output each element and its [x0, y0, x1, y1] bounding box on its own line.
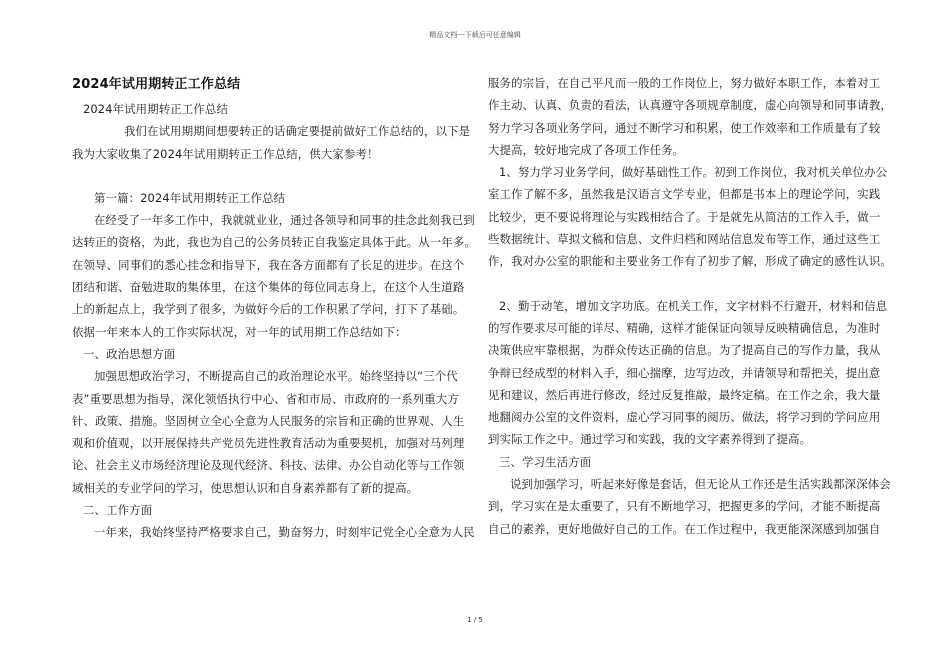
point-two-line: 到实际工作之中。通过学习和实践，我的文字素养得到了提高。 — [488, 432, 812, 447]
paragraph-line: 加强思想政治学习，不断提高自己的政治理论水平。始终坚持以“三个代 — [94, 369, 458, 384]
point-one-line: 作，我对办公室的职能和主要业务工作有了初步了解，形成了确定的感性认识。 — [488, 254, 892, 269]
point-two-line: 见和建议，然后再进行修改，经过反复推敲，最终定稿。在工作之余，我大量 — [488, 387, 881, 402]
point-one-line: 些数据统计、草拟文稿和信息、文件归档和网站信息发布等工作，通过这些工 — [488, 232, 881, 247]
document-subtitle: 2024年试用期转正工作总结 — [83, 102, 228, 116]
point-one-line: 室工作了解不多，虽然我是汉语言文学专业，但都是书本上的理论学问，实践 — [488, 187, 881, 202]
paragraph-line: 大提高，较好地完成了各项工作任务。 — [488, 142, 685, 157]
point-two-line: 决策供应牢靠根据，为群众传达正确的信息。为了提高自己的写作力量，我从 — [488, 343, 881, 358]
document-title: 2024年试用期转正工作总结 — [72, 77, 241, 92]
heading-study: 三、学习生活方面 — [499, 454, 592, 469]
paragraph-line: 针、政策、措施。坚固树立全心全意为人民服务的宗旨和正确的世界观、人生 — [72, 413, 465, 428]
paragraph-line: 依据一年来本人的工作实际状况，对一年的试用期工作总结如下： — [72, 324, 407, 339]
heading-work: 二、工作方面 — [83, 503, 153, 518]
point-one-line: 1、努力学习业务学问，做好基础性工作。初到工作岗位，我对机关单位办公 — [499, 165, 888, 180]
paragraph-line: 在经受了一年多工作中，我就就业业，通过各领导和同事的挂念此刻我已到 — [94, 213, 475, 228]
right-column — [488, 72, 892, 540]
paragraph-line: 域相关的专业学问的学习，使思想认识和自身素养都有了新的提高。 — [72, 480, 419, 495]
paragraph-line: 论、社会主义市场经济理论及现代经济、科技、法律、办公自动化等与工作领 — [72, 458, 465, 473]
point-two-line: 2、勤于动笔，增加文字功底。在机关工作，文字材料不行避开，材料和信息 — [499, 298, 888, 313]
paragraph-line: 服务的宗旨，在自己平凡而一般的工作岗位上，努力做好本职工作，本着对工 — [488, 76, 881, 90]
paragraph-line: 努力学习各项业务学问，通过不断学习和积累，使工作效率和工作质量有了较 — [488, 120, 881, 135]
paragraph-line: 在领导、同事们的悉心挂念和指导下，我在各方面都有了长足的进步。在这个 — [72, 257, 465, 272]
paragraph-line: 上的新起点上，我学到了很多，为做好今后的工作积累了学问，打下了基础。 — [72, 302, 465, 317]
point-one-line: 比较少，更不要说将理论与实践相结合了。于是就先从简洁的工作入手，做一 — [488, 209, 881, 224]
intro-line: 我为大家收集了2024年试用期转正工作总结，供大家参考！ — [72, 146, 379, 161]
paragraph-line: 一年来，我始终坚持严格要求自己，勤奋努力，时刻牢记党全心全意为人民 — [94, 525, 475, 540]
paragraph-line: 表”重要思想为指导，深化领悟执行中心、省和市局、市政府的一系列重大方 — [72, 391, 459, 406]
point-two-line: 争辩已经成型的材料入手，细心揣摩，边写边改，并请领导和帮把关，提出意 — [488, 365, 881, 380]
intro-line: 我们在试用期期间想要转正的话确定要提前做好工作总结的，以下是 — [124, 124, 471, 139]
left-column — [72, 72, 476, 544]
point-two-line: 的写作要求尽可能的详尽、精确，这样才能保证向领导反映精确信息，为准时 — [488, 320, 881, 335]
spacer — [488, 273, 876, 295]
spacer — [72, 165, 450, 187]
paragraph-line: 达转正的资格，为此，我也为自己的公务员转正自我鉴定具体于此。从一年多。 — [72, 235, 476, 250]
point-two-line: 地翻阅办公室的文件资料，虚心学习同事的阅历、做法，将学习到的学问应用 — [488, 410, 881, 425]
paragraph-line: 团结和谐、奋勉进取的集体里，在这个集体的每位同志身上，在这个人生道路 — [72, 280, 465, 295]
paragraph-line: 观和价值观，以开展保持共产党员先进性教育活动为重要契机，加强对马列理 — [72, 436, 465, 451]
paragraph-line: 说到加强学习，听起来好像是套话，但无论从工作还是生活实践都深深体会 — [510, 477, 891, 492]
paragraph-line: 自己的素养，更好地做好自己的工作。在工作过程中，我更能深深感到加强自 — [488, 521, 881, 536]
paragraph-line: 到，学习实在是太重要了，只有不断地学习，把握更多的学问，才能不断提高 — [488, 499, 881, 514]
page-number: 1 / 5 — [467, 616, 483, 624]
heading-politics: 一、政治思想方面 — [83, 346, 176, 361]
paragraph-line: 作主动、认真、负责的看法，认真遵守各项规章制度，虚心向领导和同事请教， — [488, 98, 892, 113]
page-header-note: 精品文档---下载后可任意编辑 — [429, 31, 521, 39]
section-heading: 第一篇：2024年试用期转正工作总结 — [94, 190, 286, 205]
